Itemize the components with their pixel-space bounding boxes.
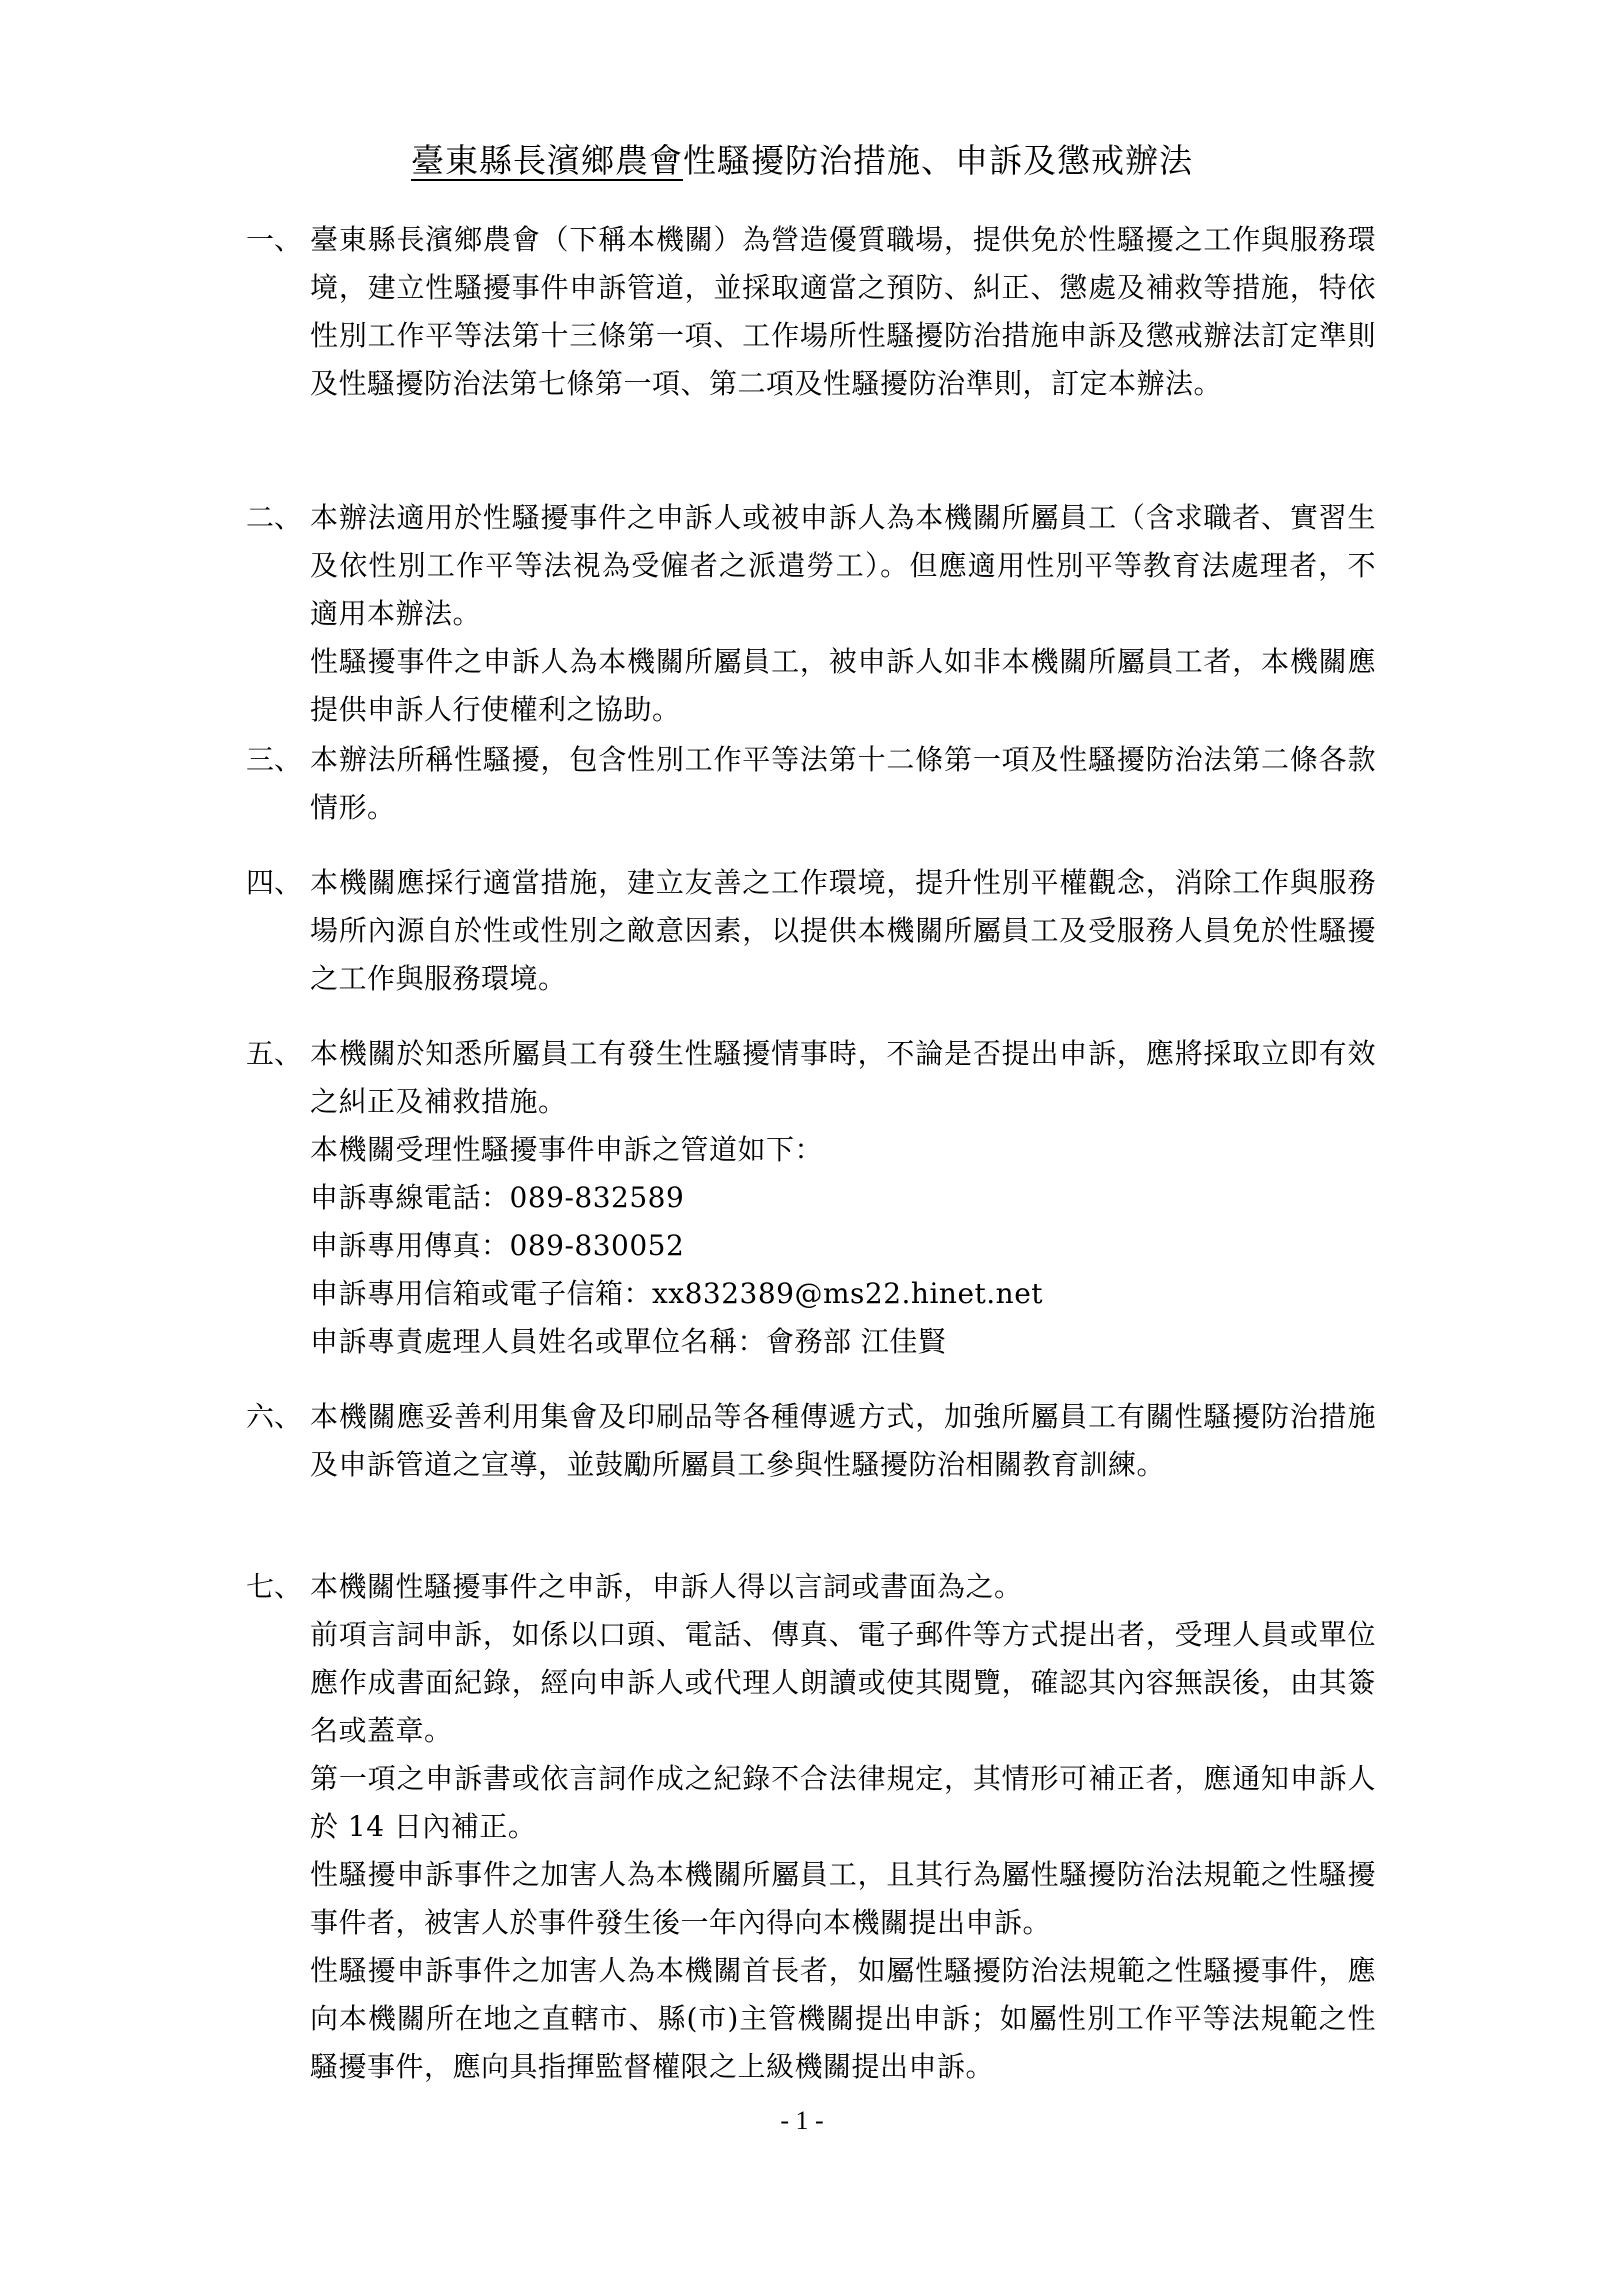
article-paragraph: 本辦法適用於性騷擾事件之申訴人或被申訴人為本機關所屬員工（含求職者、實習生及依性別工作平等法視為受僱者之派遣勞工）。但應適用性別平等教育法處理者，不適用本辦法。 [310, 501, 1376, 630]
article-5 [246, 1030, 1376, 1366]
article-number: 五、 [246, 1037, 303, 1070]
article-paragraph: 本辦法所稱性騷擾，包含性別工作平等法第十二條第一項及性騷擾防治法第二條各款情形。 [310, 743, 1376, 824]
title-subject: 性騷擾防治措施、申訴及懲戒辦法 [683, 141, 1193, 180]
article-paragraph: 本機關於知悉所屬員工有發生性騷擾情事時，不論是否提出申訴，應將採取立即有效之糾正及補救措施。 [310, 1037, 1376, 1118]
article-number: 三、 [246, 743, 303, 776]
article-number: 七、 [246, 1570, 303, 1603]
article-2 [246, 494, 1376, 734]
article-paragraph: 本機關應妥善利用集會及印刷品等各種傳遞方式，加強所屬員工有關性騷擾防治措施及申訴管道之宣導，並鼓勵所屬員工參與性騷擾防治相關教育訓練。 [310, 1400, 1376, 1481]
article-paragraph: 本機關應採行適當措施，建立友善之工作環境，提升性別平權觀念，消除工作與服務場所內源自於性或性別之敵意因素，以提供本機關所屬員工及受服務人員免於性騷擾之工作與服務環境。 [310, 866, 1376, 995]
complaint-fax: 申訴專用傳真：089-830052 [310, 1229, 685, 1262]
article-4 [246, 859, 1376, 1003]
article-paragraph: 第一項之申訴書或依言詞作成之紀錄不合法律規定，其情形可補正者，應通知申訴人於 14 日內補正。 [310, 1762, 1376, 1843]
complaint-contact-person: 申訴專責處理人員姓名或單位名稱：會務部 江佳賢 [310, 1325, 947, 1358]
article-paragraph: 臺東縣長濱鄉農會（下稱本機關）為營造優質職場，提供免於性騷擾之工作與服務環境，建立性騷擾事件申訴管道，並採取適當之預防、糾正、懲處及補救等措施，特依性別工作平等法第十三條第一項、工作場所性騷擾防治措施申訴及懲戒辦法訂定準則及性騷擾防治法第七條第一項、第二項及性騷擾防治準則，訂定本辦法。 [310, 223, 1376, 400]
article-number: 六、 [246, 1400, 303, 1433]
complaint-phone: 申訴專線電話：089-832589 [310, 1181, 685, 1214]
document-title [0, 138, 1604, 184]
article-number: 一、 [246, 223, 303, 256]
article-paragraph: 性騷擾事件之申訴人為本機關所屬員工，被申訴人如非本機關所屬員工者，本機關應提供申訴人行使權利之協助。 [310, 645, 1376, 726]
article-paragraph: 本機關受理性騷擾事件申訴之管道如下： [310, 1133, 824, 1166]
article-7 [246, 1563, 1376, 2091]
article-number: 二、 [246, 501, 303, 534]
page-number: - 1 - [780, 2106, 824, 2135]
complaint-email: 申訴專用信箱或電子信箱：xx832389@ms22.hinet.net [310, 1277, 1044, 1310]
article-paragraph: 前項言詞申訴，如係以口頭、電話、傳真、電子郵件等方式提出者，受理人員或單位應作成書面紀錄，經向申訴人或代理人朗讀或使其閱覽，確認其內容無誤後，由其簽名或蓋章。 [310, 1618, 1376, 1747]
article-paragraph: 性騷擾申訴事件之加害人為本機關所屬員工，且其行為屬性騷擾防治法規範之性騷擾事件者，被害人於事件發生後一年內得向本機關提出申訴。 [310, 1858, 1376, 1939]
article-paragraph: 本機關性騷擾事件之申訴，申訴人得以言詞或書面為之。 [310, 1570, 1023, 1603]
article-3 [246, 736, 1376, 832]
article-6 [246, 1393, 1376, 1489]
article-1 [246, 216, 1376, 408]
article-number: 四、 [246, 866, 303, 899]
title-organization: 臺東縣長濱鄉農會 [411, 141, 683, 180]
article-paragraph: 性騷擾申訴事件之加害人為本機關首長者，如屬性騷擾防治法規範之性騷擾事件，應向本機關所在地之直轄市、縣(市)主管機關提出申訴；如屬性別工作平等法規範之性騷擾事件，應向具指揮監督權限之上級機關提出申訴。 [310, 1954, 1376, 2083]
